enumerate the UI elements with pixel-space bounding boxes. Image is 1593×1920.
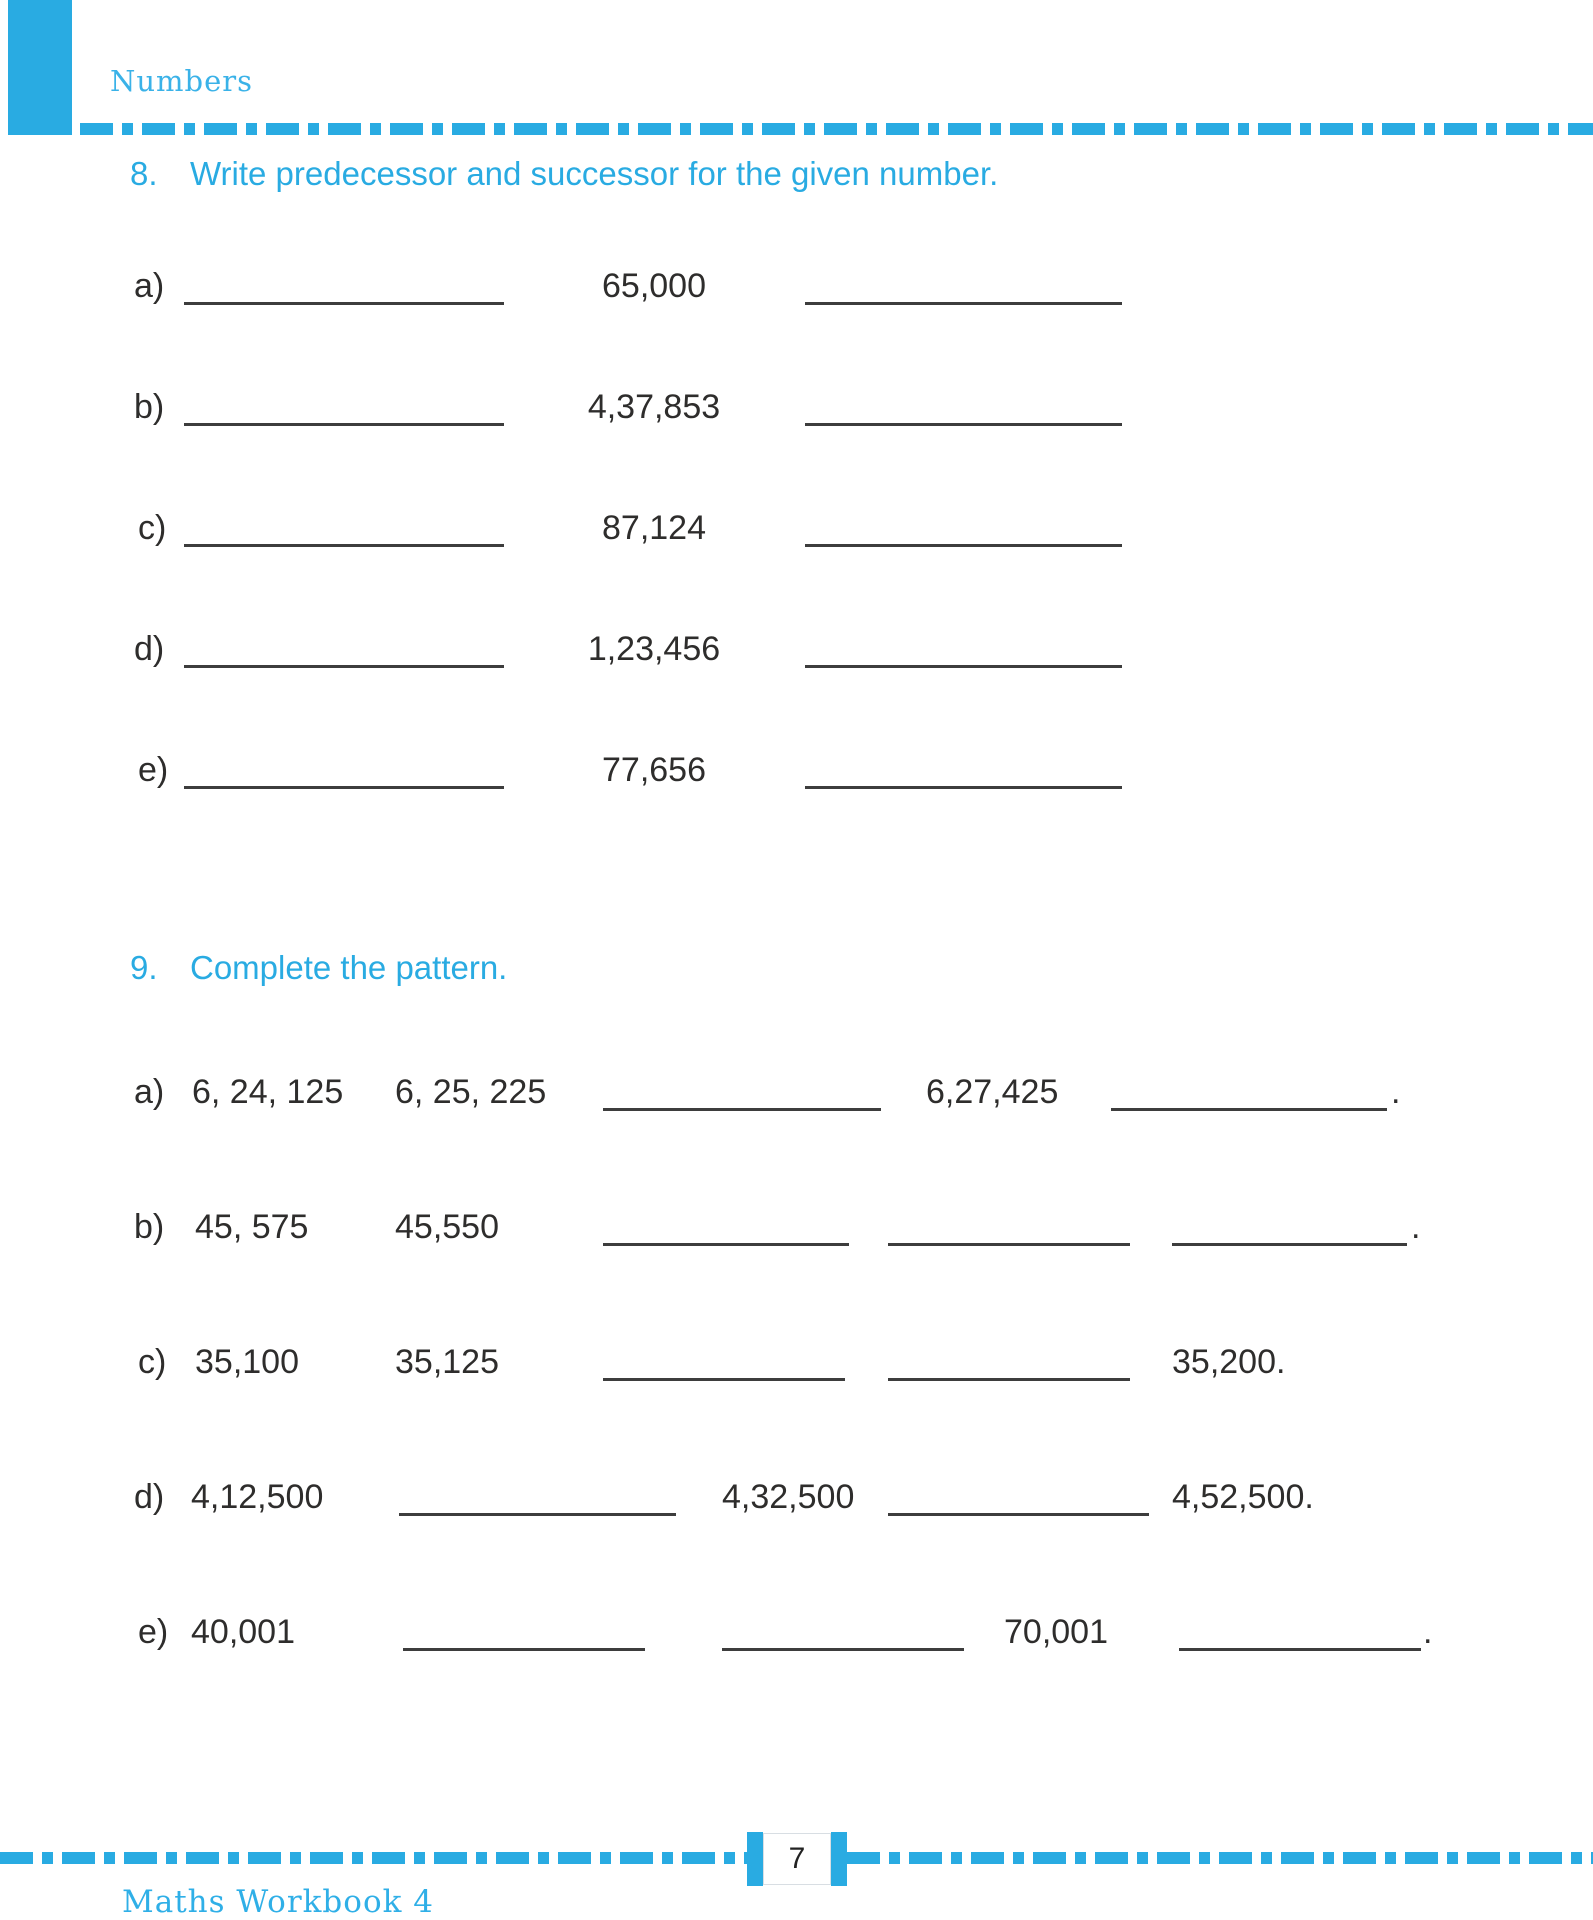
q8-row-b xyxy=(134,384,1554,430)
question-9-number: 9. xyxy=(130,949,158,986)
chapter-corner-tab xyxy=(8,0,72,135)
pattern-blank[interactable] xyxy=(1179,1648,1421,1651)
predecessor-blank[interactable] xyxy=(184,786,504,789)
successor-blank[interactable] xyxy=(805,302,1122,305)
pattern-term: 35,125 xyxy=(395,1343,499,1381)
pattern-blank[interactable] xyxy=(603,1108,881,1111)
item-label: a) xyxy=(134,1073,165,1111)
pattern-blank[interactable] xyxy=(1111,1108,1387,1111)
page-number-bar-right xyxy=(831,1832,847,1886)
q8-row-c xyxy=(134,505,1554,551)
given-number: 65,000 xyxy=(602,267,706,305)
pattern-term: 45,550 xyxy=(395,1208,499,1246)
footer-divider-left xyxy=(0,1852,747,1864)
question-8-heading xyxy=(130,156,998,192)
footer-divider-right xyxy=(847,1852,1593,1864)
predecessor-blank[interactable] xyxy=(184,423,504,426)
pattern-blank[interactable] xyxy=(603,1243,849,1246)
pattern-blank[interactable] xyxy=(888,1378,1130,1381)
q9-row-d xyxy=(134,1474,1554,1520)
chapter-title: Numbers xyxy=(110,64,254,98)
pattern-term: 70,001 xyxy=(1004,1613,1108,1651)
q9-row-c xyxy=(134,1339,1554,1385)
item-label: d) xyxy=(134,1478,165,1516)
pattern-term: 35,100 xyxy=(195,1343,299,1381)
item-label: c) xyxy=(138,509,167,547)
page-number: 7 xyxy=(763,1833,831,1885)
given-number: 87,124 xyxy=(602,509,706,547)
item-label: e) xyxy=(138,1613,169,1651)
question-8-title: Write predecessor and successor for the given number. xyxy=(190,155,999,192)
successor-blank[interactable] xyxy=(805,786,1122,789)
item-label: b) xyxy=(134,1208,165,1246)
pattern-blank[interactable] xyxy=(603,1378,845,1381)
page-number-bar-left xyxy=(747,1832,763,1886)
item-label: e) xyxy=(138,751,169,789)
pattern-term: 6, 24, 125 xyxy=(192,1073,344,1111)
book-title: Maths Workbook 4 xyxy=(122,1884,434,1920)
item-label: c) xyxy=(138,1343,167,1381)
sentence-period: . xyxy=(1423,1613,1433,1651)
q9-row-e xyxy=(134,1609,1554,1655)
item-label: d) xyxy=(134,630,165,668)
pattern-blank[interactable] xyxy=(888,1513,1149,1516)
pattern-term: 35,200. xyxy=(1172,1343,1286,1381)
predecessor-blank[interactable] xyxy=(184,544,504,547)
pattern-term: 6, 25, 225 xyxy=(395,1073,547,1111)
successor-blank[interactable] xyxy=(805,544,1122,547)
question-8-number: 8. xyxy=(130,155,158,192)
pattern-term: 45, 575 xyxy=(195,1208,309,1246)
successor-blank[interactable] xyxy=(805,665,1122,668)
question-9-heading xyxy=(130,950,507,986)
pattern-term: 4,12,500 xyxy=(191,1478,324,1516)
sentence-period: . xyxy=(1391,1073,1401,1111)
successor-blank[interactable] xyxy=(805,423,1122,426)
item-label: a) xyxy=(134,267,165,305)
given-number: 1,23,456 xyxy=(587,630,721,668)
predecessor-blank[interactable] xyxy=(184,665,504,668)
question-9-title: Complete the pattern. xyxy=(190,949,508,986)
sentence-period: . xyxy=(1411,1208,1421,1246)
pattern-term: 4,32,500 xyxy=(722,1478,855,1516)
pattern-term: 4,52,500. xyxy=(1172,1478,1314,1516)
q8-row-e xyxy=(134,747,1554,793)
q8-row-d xyxy=(134,626,1554,672)
pattern-term: 40,001 xyxy=(191,1613,295,1651)
item-label: b) xyxy=(134,388,165,426)
predecessor-blank[interactable] xyxy=(184,302,504,305)
q9-row-b xyxy=(134,1204,1554,1250)
q9-row-a xyxy=(134,1069,1554,1115)
pattern-term: 6,27,425 xyxy=(926,1073,1059,1111)
pattern-blank[interactable] xyxy=(1172,1243,1407,1246)
pattern-blank[interactable] xyxy=(403,1648,645,1651)
pattern-blank[interactable] xyxy=(888,1243,1130,1246)
given-number: 77,656 xyxy=(602,751,706,789)
given-number: 4,37,853 xyxy=(587,388,721,426)
header-divider xyxy=(80,123,1593,135)
pattern-blank[interactable] xyxy=(722,1648,964,1651)
pattern-blank[interactable] xyxy=(399,1513,676,1516)
q8-row-a xyxy=(134,263,1554,309)
